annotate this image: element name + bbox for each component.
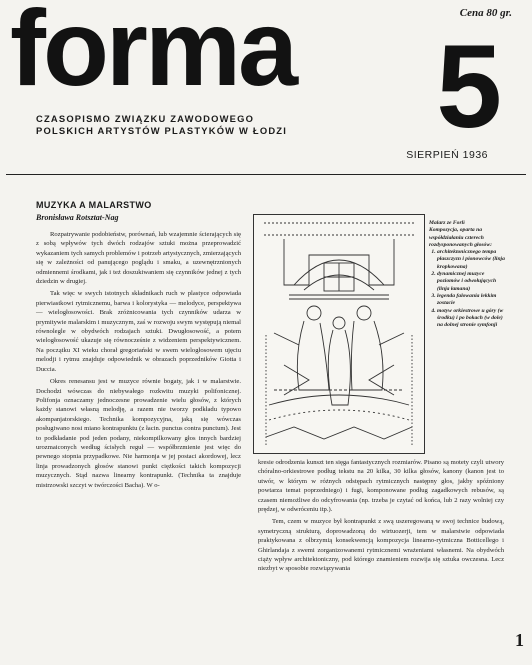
paragraph: Tem, czem w muzyce był kontrapunkt z swą uszeregowaną w swoj technice budową, symetryczną strukturą, doprowadzoną do wirtuozerji, tem w malarstwie odpowiada praktykowana z olbrzymią konsekwencją kompozycja linearno-rytmiczna Botticellego i Ghirlandaja z swemi zorganizowanemi rytmicznemi wrażeniami własnemi. Na obydwóch ciąży wpływ architektoniczny, pod którego znamieniem rozwija się sztuka owczesna. Lecz niezbyt w sposobie rozwiązywania xyxy=(258,518,504,573)
price-label: Cena 80 gr. xyxy=(459,7,512,19)
caption-item: 4. motyw orkiestrowe u góry (w środku) i po bokach (w dole) na dolnej stronie symfonji xyxy=(437,308,507,330)
article-author: Bronisława Rotsztat-Nag xyxy=(36,213,119,222)
composition-sketch xyxy=(254,215,424,453)
paragraph: kresie odrodzenia kunszt ten sięga fantastycznych rozmiarów. Pisano są motety czyli utwory chóralno-orkiestrowe podług tekstu na 20 kilka, 30 kilka głosów, kanony (kanon jest to utwór, w którym w różnych odstępach rytmicznych następny głos, jakby spóźniony powtarza temat poprzedniego) i fugi, komponowane podług zagadkowych rebusów, są czasem niemożliwe do odcyfrowania (np. trzeba je czytać od końca, lub 2 razy wolniej czy prędzej, w odwróceniu itp.). xyxy=(258,459,504,514)
caption-item: 3. legenda falowania lekkim zostacie xyxy=(437,293,507,308)
masthead-title: forma xyxy=(10,0,296,108)
illustration-drawing xyxy=(253,214,425,454)
paragraph: Rozpatrywanie podobieństw, porównań, lub wzajemnie ścierających się z sobą wpływów tych dwóch rodzajów sztuki można przeprowadzić wykazaniem tych samych problemów i potrzeb artystycznych, zmierzających się w zależności od panującego poglądu i smaku, a uzewnętrznionych odmiennemi środkami, jak i też doszukiwaniem się czynników jednej z tych dziedzin w drugiej. xyxy=(36,231,241,286)
article-column-left xyxy=(36,230,241,490)
caption-title: Malarz ze Forlì xyxy=(429,220,465,226)
header-divider xyxy=(6,174,526,175)
paragraph: Okres renesansu jest w muzyce równie bogaty, jak i w malarstwie. Dochodzi wówczas do niebywałego rozkwitu muzyki polifonicznej. Polifonja oznaczamy jednoczesne prowadzenie wielu głosów, z których każdy stanowi własną melodję, a razem nie tworzy podkładu typowo akompanjatorskiego. Technika kompozycyjna, jaką się wówczas posługiwano nosi miano kontrapunktu (z łacin. punctus contra punctum). Jest to podkładanie pod jeden podany, niekompilkowany głos innych bardziej urozmaiconych według ścisłych reguł — współbrzmienie jest więc do pewnego stopnia przypadkowe. Nie harmonja w jej postaci akordowej, lecz linja prowadzonych głosów stanowi punkt ciężkości takich kompozycji muzycznych. Stąd nazwa linearny kontrapunkt. (Technika ta znajduje mistrzowski szczyt w twórczości Bacha). W o- xyxy=(36,378,241,489)
caption-item: 2. dynamicznej muzyce poziomów i odwołujących (linja łamana) xyxy=(437,271,507,293)
article-title: MUZYKA A MALARSTWO xyxy=(36,200,152,210)
issue-date: SIERPIEŃ 1936 xyxy=(406,149,488,161)
masthead-subtitle: CZASOPISMO ZWIĄZKU ZAWODOWEGO POLSKICH ARTYSTÓW PLASTYKÓW W ŁODZI xyxy=(36,113,288,136)
article-column-right xyxy=(258,458,504,574)
caption-intro: Kompozycja, oparta na współdziałaniu czterech rozdysponowanych głosów: xyxy=(429,227,492,248)
paragraph: Tak więc w swych istotnych składnikach ruch w plastyce odpowiada pierwiastkowi rytmicznemu, barwa i kolorystyka — melodyce, perspektywa — wielogłosowości. Brak zróżnicowania tych czynników udarza w prymitywie malarskim i muzycznym, zaś w rozwoju swym występują niemal równolegle w obydwóch rodzajach sztuki. Dwugłosowość, a potem wielogłosowość ukazuje się równocześnie z widzeniem perspektywicznem. Na początku XI wieku chorał gregoriański w swem wielogłosowem ujęciu melodji i rytmu znajduje odpowiednik w obrazach poprzedników Giotta i Duccia. xyxy=(36,290,241,373)
caption-item: 1. architektonicznego tempa płaszczyzn i pionowców (linja kropkowana) xyxy=(437,249,507,271)
issue-number: 5 xyxy=(436,21,502,153)
caption-list xyxy=(429,249,507,329)
page-number: 1 xyxy=(515,630,524,650)
illustration-caption xyxy=(429,220,507,329)
